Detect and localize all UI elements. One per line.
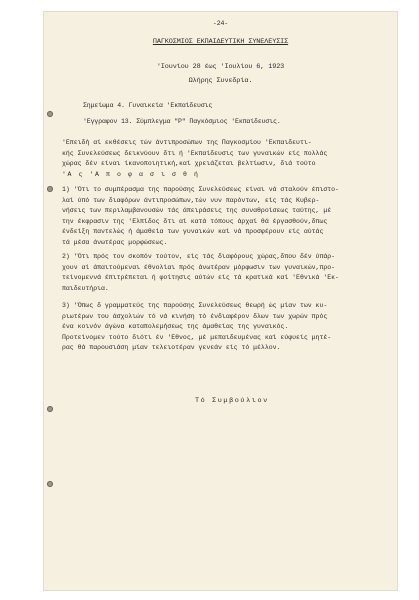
intro-line: χώρας δέν είναι ίκανοποιητική,καί χρειάζεται βελτίωσιν, διά τούτο [62, 160, 316, 167]
item-line: την έκφρασιν της 'Ελπίδος δτι αί κατά τόπους άρχαί θά έργασθούν,δπως [62, 217, 328, 225]
punch-hole [47, 186, 53, 192]
punch-hole [47, 111, 53, 117]
intro-line: κής Συνελεύσεως δεικνύουν δτι ή 'Εκπαίδευσις των γυναικών είς πολλάς [62, 149, 328, 157]
document-page [43, 11, 398, 591]
resolution-item-1 [62, 185, 384, 248]
item-line: τείνομεννά έπιτρέπεται ή φοίτησις αύτών είς τά κρατικά καί 'Εθνικά 'Εκ- [62, 274, 339, 281]
resolution-heading: 'Α ς 'Α π ο φ α σ ι σ θ ή [62, 170, 200, 178]
intro-paragraph [62, 138, 384, 180]
signature: Τό Συμβούλιον [195, 397, 269, 405]
session-label: Ωλήρης Συνεδρία. [188, 77, 253, 85]
punch-hole [47, 481, 53, 487]
item-line: παιδευτήρια. [62, 284, 109, 292]
memo-line: Σημείωμα 4. Γυναικεία 'Εκπαίδευσις [83, 102, 213, 109]
item-line: ριωτέρων του άσχολιών τό νά κινήση τό ένδιαφέρον δλων των χωρών πρός [62, 312, 328, 320]
item-line: χουν αί άπαιτούμεναι έθνολίαι πρός άνωτέραν μόρφωσιν των γυναικών,προ- [62, 263, 336, 271]
item-line: 2) 'Ότι πρός τον σκοπόν τούτον, είς τάς διαφόρους χώρας,δπου δέν ύπάρ- [62, 253, 336, 260]
page-number: -24- [212, 20, 229, 27]
conference-dates: 'Ιουνίου 28 έως 'Ιουλίου 6, 1923 [156, 63, 285, 71]
intro-line: 'Επειδή αί εκθέσεις τών άντιπροσώπων της Παγκοσμίου 'Εκπαιδευτι- [62, 139, 312, 146]
item-line: Προτείνομεν τούτο διότι έν 'Εθνος, μέ μεπαιδευμένας καί εύφυείς μητέ- [62, 333, 332, 341]
document-heading: ΠΑΓΚΟΣΜΙΟΣ ΕΚΠΑΙΔΕΥΤΙΚΗ ΣΥΝΕΛΕΥΣΙΣ [152, 38, 289, 46]
item-line: νήσεις των περιλαμβανουσών τάς άπειράσεις της συναθροίσεως ταύτης, μέ [62, 207, 332, 214]
item-line: ρας θά παρουσιάση μίαν τελειοτέραν γενεάν είς τό μέλλον. [62, 344, 281, 351]
punch-hole [47, 406, 53, 412]
item-line: τά μέσα άνωτέρας μορφώσεως. [62, 238, 168, 246]
item-line: ένδείξη παντελώς ή άμαθεία των γυναικών καί νά προσφέρουν είς αύτάς [62, 228, 324, 235]
item-line: ένα κοινόν άγώνα καταπολεμήσεως της άμαθείας της γυναικός. [62, 323, 289, 330]
item-line: 3) 'Όπως δ γραμματεύς της παρούσης Συνελεύσεως θεωρή ώς μίαν των κυ- [62, 302, 328, 309]
resolution-item-3 [62, 301, 384, 354]
item-line: 1) 'Ότι το συμπέρασμα της παρούσης Συνελεύσεως είναι νά σταλούν έπιστο- [62, 186, 339, 193]
document-reference: 'Εγγραφον 13. Σύμπλεγμα "Ρ" Παγκόσμιος 'Εκπαίδευσις. [83, 118, 281, 125]
item-line: λαί ύπό των διαφόρων άντιπροσώπων,τών νυν παρόντων, είς τάς Κυβερ- [62, 196, 320, 204]
resolution-item-2 [62, 252, 384, 294]
